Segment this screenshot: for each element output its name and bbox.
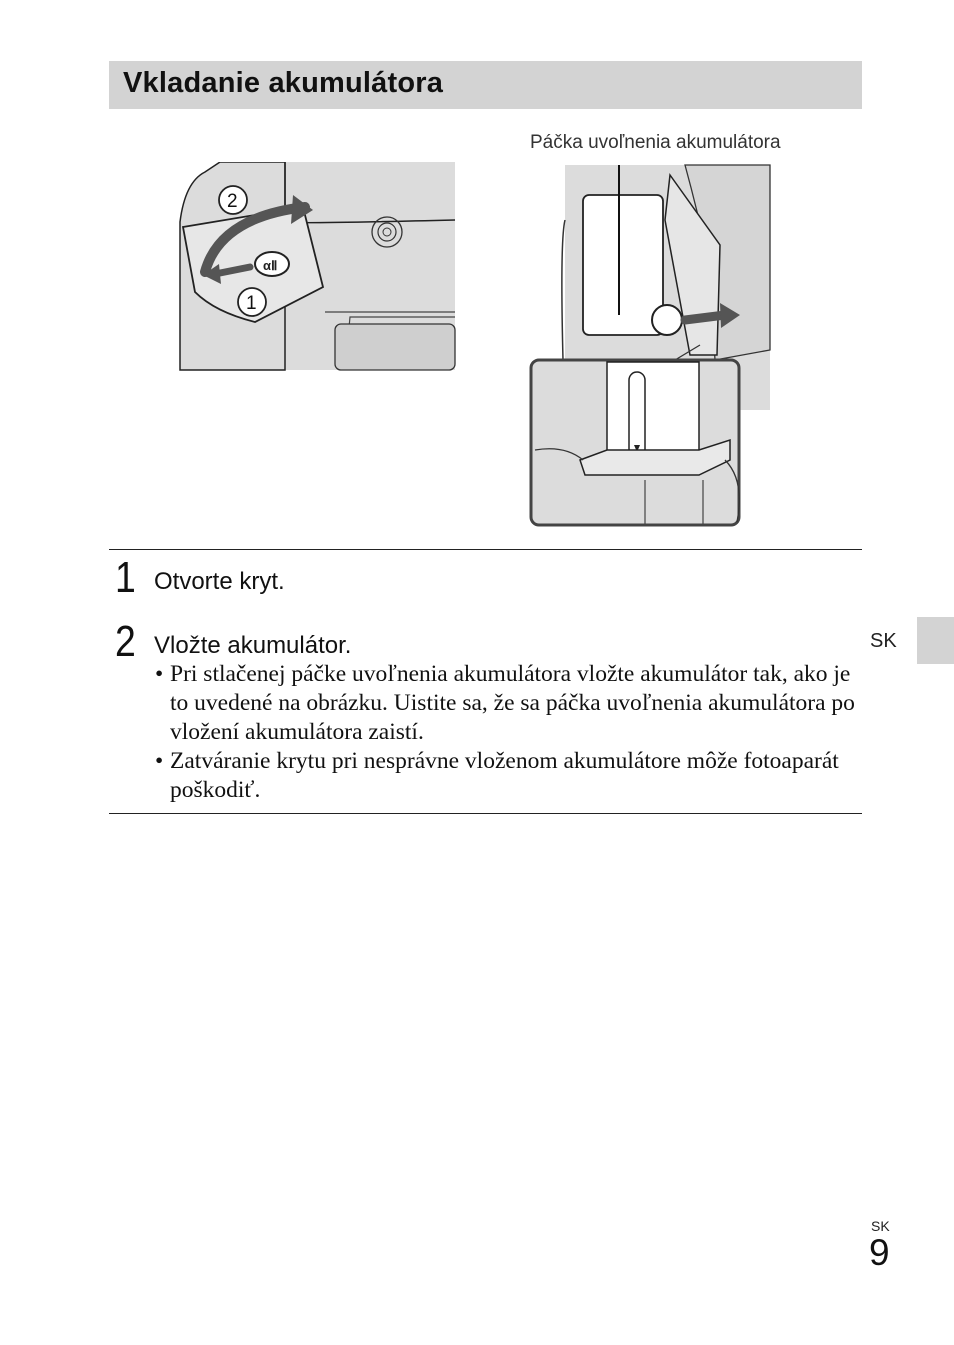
page-title: Vkladanie akumulátora [123,67,444,99]
marker-2: 2 [227,191,238,212]
step-2-number: 2 [115,617,136,666]
svg-text:αⅡ: αⅡ [263,258,278,273]
release-lever-caption: Páčka uvoľnenia akumulátora [530,132,781,153]
steps-top-rule [109,549,862,550]
note-item: • Pri stlačenej páčke uvoľnenia akumulátora vložte akumulátor tak, ako je to uvedené na obrázku. Uistite sa, že sa páčka uvoľnenia akumulátora po vložení akumulátora zaistí. [155,660,865,747]
step-2-text: Vložte akumulátor. [154,632,352,659]
step-1-text: Otvorte kryt. [154,568,285,595]
page-language: SK [871,1218,890,1234]
step-1-number: 1 [115,553,136,602]
battery-insert-illustration [525,160,775,530]
cover-open-illustration [175,162,457,372]
note-item: • Zatváranie krytu pri nesprávne vloženom akumulátore môže fotoaparát poškodiť. [155,747,865,805]
marker-1: 1 [246,293,257,314]
page-number: 9 [869,1232,890,1273]
steps-bottom-rule [109,813,862,814]
section-title-bar [109,61,862,109]
step-2-notes [155,660,865,805]
language-side-tab [917,617,954,664]
language-side-label: SK [870,630,897,652]
